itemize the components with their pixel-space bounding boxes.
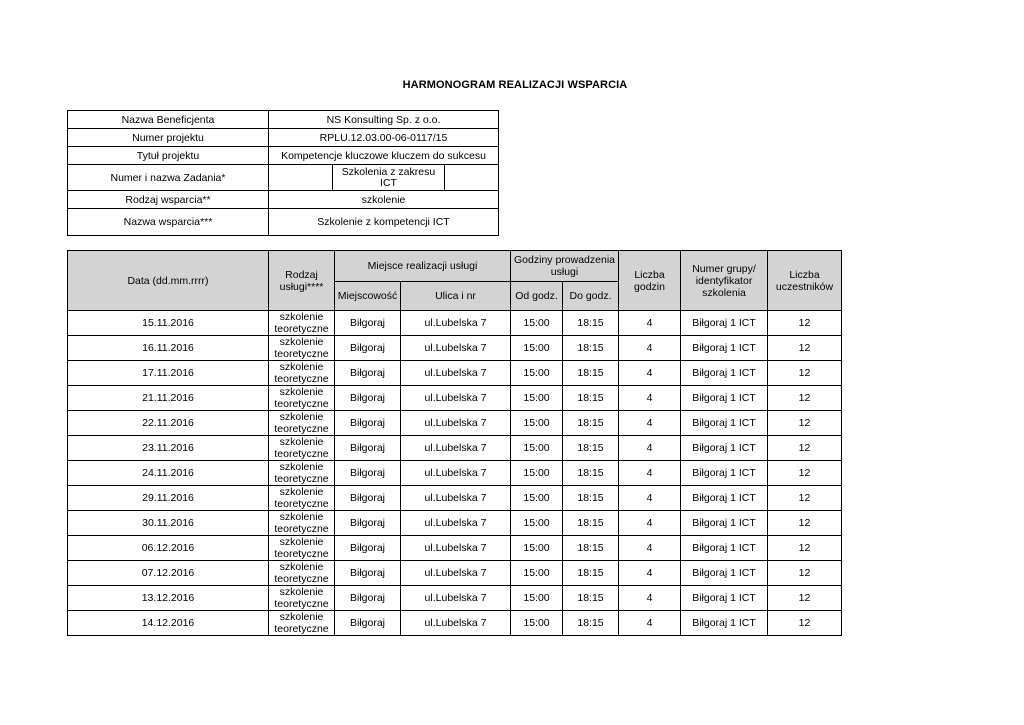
info-value: Szkolenie z kompetencji ICT [269,209,499,236]
cell-data: 06.12.2016 [68,536,269,561]
cell-od: 15:00 [511,386,563,411]
cell-rodzaj: szkolenie teoretyczne [269,461,335,486]
cell-do: 18:15 [563,611,619,636]
header-ulica: Ulica i nr [401,282,511,311]
cell-rodzaj: szkolenie teoretyczne [269,511,335,536]
cell-ulica: ul.Lubelska 7 [401,561,511,586]
cell-grupa: Biłgoraj 1 ICT [681,611,768,636]
cell-ulica: ul.Lubelska 7 [401,536,511,561]
cell-od: 15:00 [511,461,563,486]
header-grupa: Numer grupy/ identyfikator szkolenia [681,251,768,311]
cell-od: 15:00 [511,611,563,636]
cell-miejscowosc: Biłgoraj [335,461,401,486]
cell-od: 15:00 [511,561,563,586]
header-liczba-godzin: Liczba godzin [619,251,681,311]
cell-data: 30.11.2016 [68,511,269,536]
table-row [68,486,842,511]
cell-godziny: 4 [619,611,681,636]
info-label: Rodzaj wsparcia** [68,191,269,209]
cell-grupa: Biłgoraj 1 ICT [681,311,768,336]
cell-od: 15:00 [511,486,563,511]
info-value-cell [269,165,499,191]
cell-do: 18:15 [563,511,619,536]
info-value: Kompetencje kluczowe kluczem do sukcesu [269,147,499,165]
cell-grupa: Biłgoraj 1 ICT [681,486,768,511]
cell-miejscowosc: Biłgoraj [335,611,401,636]
cell-godziny: 4 [619,436,681,461]
cell-data: 14.12.2016 [68,611,269,636]
table-row [68,586,842,611]
cell-miejscowosc: Biłgoraj [335,511,401,536]
cell-od: 15:00 [511,586,563,611]
cell-uczestnicy: 12 [768,386,842,411]
info-row-nazwa-wsparcia [68,209,499,236]
cell-godziny: 4 [619,586,681,611]
header-godziny: Godziny prowadzenia usługi [511,251,619,282]
empty-cell [269,165,332,190]
header-do: Do godz. [563,282,619,311]
info-label: Numer projektu [68,129,269,147]
cell-miejscowosc: Biłgoraj [335,536,401,561]
cell-rodzaj: szkolenie teoretyczne [269,586,335,611]
cell-do: 18:15 [563,561,619,586]
cell-data: 23.11.2016 [68,436,269,461]
cell-grupa: Biłgoraj 1 ICT [681,386,768,411]
cell-do: 18:15 [563,486,619,511]
cell-miejscowosc: Biłgoraj [335,411,401,436]
cell-data: 15.11.2016 [68,311,269,336]
header-row [68,251,842,282]
cell-godziny: 4 [619,511,681,536]
cell-uczestnicy: 12 [768,611,842,636]
cell-od: 15:00 [511,511,563,536]
cell-data: 21.11.2016 [68,386,269,411]
cell-ulica: ul.Lubelska 7 [401,336,511,361]
cell-data: 07.12.2016 [68,561,269,586]
table-row [68,461,842,486]
cell-grupa: Biłgoraj 1 ICT [681,536,768,561]
cell-uczestnicy: 12 [768,486,842,511]
cell-od: 15:00 [511,411,563,436]
cell-do: 18:15 [563,361,619,386]
table-row [68,611,842,636]
page-title: HARMONOGRAM REALIZACJI WSPARCIA [402,79,628,91]
cell-rodzaj: szkolenie teoretyczne [269,486,335,511]
info-row-tytul [68,147,499,165]
cell-data: 13.12.2016 [68,586,269,611]
cell-rodzaj: szkolenie teoretyczne [269,361,335,386]
empty-cell [445,165,498,190]
cell-uczestnicy: 12 [768,561,842,586]
cell-godziny: 4 [619,536,681,561]
table-row [68,436,842,461]
cell-uczestnicy: 12 [768,361,842,386]
cell-ulica: ul.Lubelska 7 [401,486,511,511]
cell-rodzaj: szkolenie teoretyczne [269,536,335,561]
table-row [68,311,842,336]
cell-ulica: ul.Lubelska 7 [401,586,511,611]
cell-uczestnicy: 12 [768,311,842,336]
cell-do: 18:15 [563,311,619,336]
info-value: RPLU.12.03.00-06-0117/15 [269,129,499,147]
cell-data: 22.11.2016 [68,411,269,436]
cell-do: 18:15 [563,386,619,411]
info-value: NS Konsulting Sp. z o.o. [269,111,499,129]
cell-miejscowosc: Biłgoraj [335,361,401,386]
cell-grupa: Biłgoraj 1 ICT [681,411,768,436]
cell-grupa: Biłgoraj 1 ICT [681,436,768,461]
cell-do: 18:15 [563,411,619,436]
info-row-numer-projektu [68,129,499,147]
cell-godziny: 4 [619,386,681,411]
table-row [68,561,842,586]
info-label: Nazwa wsparcia*** [68,209,269,236]
cell-od: 15:00 [511,336,563,361]
info-label: Nazwa Beneficjenta [68,111,269,129]
cell-godziny: 4 [619,361,681,386]
cell-miejscowosc: Biłgoraj [335,386,401,411]
cell-od: 15:00 [511,536,563,561]
header-rodzaj: Rodzaj usługi**** [269,251,335,311]
cell-od: 15:00 [511,436,563,461]
table-row [68,511,842,536]
cell-grupa: Biłgoraj 1 ICT [681,511,768,536]
cell-rodzaj: szkolenie teoretyczne [269,436,335,461]
cell-godziny: 4 [619,311,681,336]
cell-godziny: 4 [619,561,681,586]
cell-od: 15:00 [511,311,563,336]
header-od: Od godz. [511,282,563,311]
cell-grupa: Biłgoraj 1 ICT [681,336,768,361]
cell-uczestnicy: 12 [768,511,842,536]
cell-uczestnicy: 12 [768,336,842,361]
table-row [68,411,842,436]
cell-grupa: Biłgoraj 1 ICT [681,586,768,611]
table-row [68,536,842,561]
cell-data: 29.11.2016 [68,486,269,511]
cell-godziny: 4 [619,461,681,486]
cell-ulica: ul.Lubelska 7 [401,511,511,536]
cell-rodzaj: szkolenie teoretyczne [269,561,335,586]
cell-uczestnicy: 12 [768,411,842,436]
cell-godziny: 4 [619,336,681,361]
info-row-beneficjent [68,111,499,129]
cell-ulica: ul.Lubelska 7 [401,411,511,436]
cell-miejscowosc: Biłgoraj [335,336,401,361]
project-info-table [67,110,499,236]
cell-ulica: ul.Lubelska 7 [401,386,511,411]
cell-do: 18:15 [563,536,619,561]
cell-godziny: 4 [619,411,681,436]
cell-data: 17.11.2016 [68,361,269,386]
info-row-rodzaj [68,191,499,209]
info-value: szkolenie [269,191,499,209]
cell-rodzaj: szkolenie teoretyczne [269,311,335,336]
cell-uczestnicy: 12 [768,461,842,486]
cell-od: 15:00 [511,361,563,386]
cell-miejscowosc: Biłgoraj [335,586,401,611]
table-row [68,336,842,361]
info-label: Tytuł projektu [68,147,269,165]
table-row [68,361,842,386]
header-data: Data (dd.mm.rrrr) [68,251,269,311]
cell-uczestnicy: 12 [768,536,842,561]
cell-ulica: ul.Lubelska 7 [401,436,511,461]
info-row-zadanie [68,165,499,191]
cell-uczestnicy: 12 [768,586,842,611]
cell-do: 18:15 [563,586,619,611]
cell-rodzaj: szkolenie teoretyczne [269,611,335,636]
cell-miejscowosc: Biłgoraj [335,436,401,461]
cell-do: 18:15 [563,436,619,461]
cell-grupa: Biłgoraj 1 ICT [681,361,768,386]
cell-grupa: Biłgoraj 1 ICT [681,461,768,486]
cell-do: 18:15 [563,461,619,486]
cell-do: 18:15 [563,336,619,361]
info-value: Szkolenia z zakresu ICT [332,165,445,190]
cell-rodzaj: szkolenie teoretyczne [269,386,335,411]
cell-ulica: ul.Lubelska 7 [401,611,511,636]
cell-uczestnicy: 12 [768,436,842,461]
header-miejsce: Miejsce realizacji usługi [335,251,511,282]
header-miejscowosc: Miejscowość [335,282,401,311]
cell-ulica: ul.Lubelska 7 [401,461,511,486]
cell-ulica: ul.Lubelska 7 [401,361,511,386]
cell-ulica: ul.Lubelska 7 [401,311,511,336]
cell-godziny: 4 [619,486,681,511]
info-label: Numer i nazwa Zadania* [68,165,269,191]
cell-rodzaj: szkolenie teoretyczne [269,411,335,436]
cell-rodzaj: szkolenie teoretyczne [269,336,335,361]
cell-grupa: Biłgoraj 1 ICT [681,561,768,586]
schedule-table [67,250,842,636]
cell-data: 24.11.2016 [68,461,269,486]
cell-miejscowosc: Biłgoraj [335,311,401,336]
cell-miejscowosc: Biłgoraj [335,561,401,586]
table-row [68,386,842,411]
header-uczestnicy: Liczba uczestników [768,251,842,311]
cell-miejscowosc: Biłgoraj [335,486,401,511]
cell-data: 16.11.2016 [68,336,269,361]
